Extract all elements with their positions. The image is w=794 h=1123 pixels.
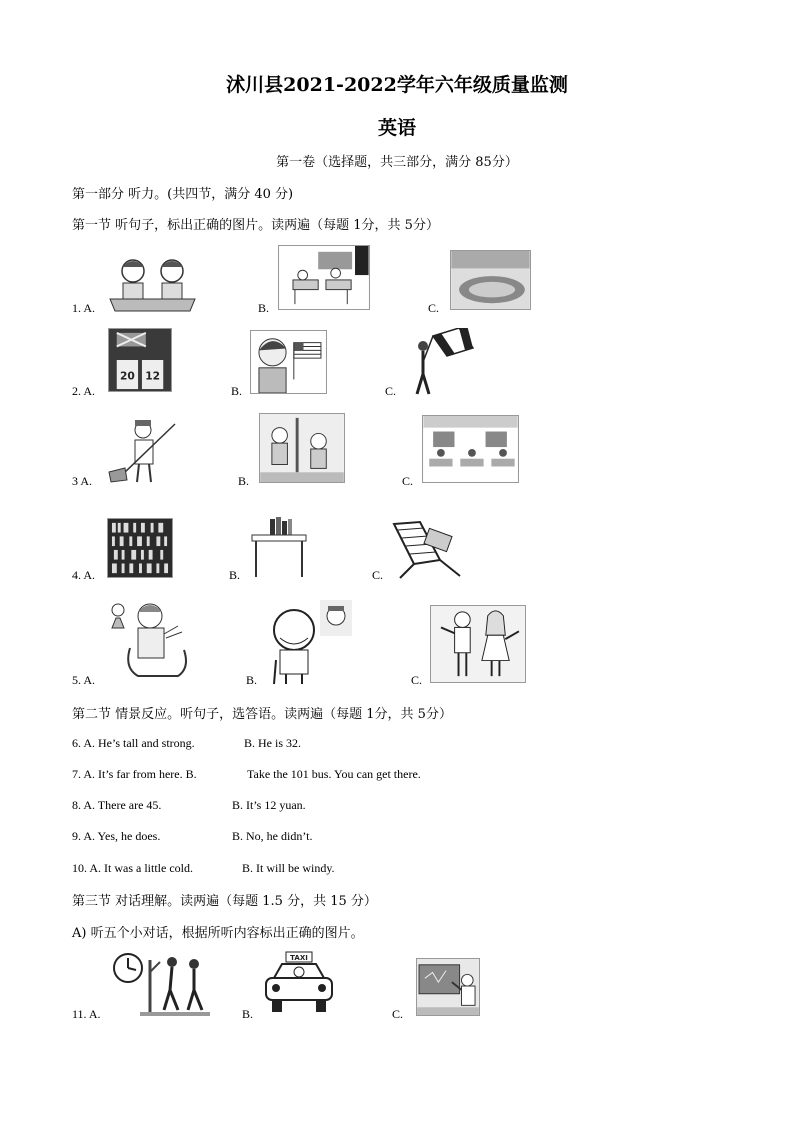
q2-picture-c[interactable]	[403, 328, 475, 396]
exam-subject: 英语	[377, 117, 416, 139]
worker-sweeping-icon	[105, 418, 180, 484]
part1-heading: 第一部分 听力。(共四节，满分 40 分)	[72, 187, 294, 202]
q4-label-b: B.	[229, 568, 241, 582]
q2-label-a: 2. A.	[72, 384, 96, 398]
q1-picture-b[interactable]	[278, 245, 370, 310]
q8-option-a[interactable]: 8. A. There are 45.	[72, 798, 162, 812]
busy-classroom-icon	[423, 416, 518, 482]
q9-option-b[interactable]: B. No, he didn’t.	[232, 829, 313, 843]
sports-field-icon	[451, 251, 530, 309]
two-kids-eating-icon	[105, 255, 200, 312]
q9-option-a[interactable]: 9. A. Yes, he does.	[72, 829, 161, 843]
q4-label-c: C.	[372, 568, 384, 582]
taxi-icon	[262, 950, 336, 1016]
books-on-table-icon	[250, 515, 308, 579]
section2-heading: 第二节 情景反应。听句子，选答语。读两遍（每题 1分，共 5分）	[72, 707, 452, 722]
q3-label-b: B.	[238, 474, 250, 488]
man-with-canada-flag-icon	[403, 328, 475, 396]
q3-label-a: 3 A.	[72, 474, 93, 488]
section3a-instruction: A) 听五个小对话，根据所听内容标出正确的图片。	[72, 926, 364, 941]
football-fans-flag-icon	[109, 329, 171, 391]
q6-option-a[interactable]: 6. A. He’s tall and strong.	[72, 736, 195, 750]
bookshelf-icon	[108, 519, 172, 577]
q11-picture-c[interactable]	[416, 958, 480, 1016]
grandpa-and-nurse-icon	[266, 600, 356, 686]
taxi-sign-text: TAXI	[290, 954, 308, 962]
q1-picture-c[interactable]	[450, 250, 531, 310]
q2-label-b: B.	[231, 384, 243, 398]
section3-heading: 第三节 对话理解。读两遍（每题 1.5 分，共 15 分）	[72, 894, 377, 909]
clock-and-runners-icon	[110, 950, 212, 1016]
q11-label-a: 11. A.	[72, 1007, 101, 1021]
teacher-at-blackboard-icon	[417, 959, 479, 1015]
boy-with-usa-flag-icon	[251, 331, 326, 393]
q3-picture-b[interactable]	[259, 413, 345, 483]
q5-picture-c[interactable]	[430, 605, 526, 683]
jersey-number-20: 20	[120, 369, 135, 383]
q5-label-b: B.	[246, 673, 258, 687]
q4-picture-b[interactable]	[250, 515, 308, 579]
q5-picture-a[interactable]	[104, 598, 192, 682]
q7-option-b[interactable]: Take the 101 bus. You can get there.	[247, 767, 421, 781]
q11-label-b: B.	[242, 1007, 254, 1021]
q4-label-a: 4. A.	[72, 568, 96, 582]
q2-label-c: C.	[385, 384, 397, 398]
q2-picture-b[interactable]	[250, 330, 327, 394]
section1-heading: 第一节 听句子，标出正确的图片。读两遍（每题 1分，共 5分）	[72, 218, 439, 233]
deck-chair-with-book-icon	[390, 520, 465, 580]
kids-planting-tree-icon	[260, 414, 344, 482]
grandma-knitting-girl-icon	[104, 598, 192, 682]
q11-picture-a[interactable]	[110, 950, 212, 1016]
q3-picture-c[interactable]	[422, 415, 519, 483]
q2-picture-a[interactable]	[108, 328, 172, 392]
classroom-icon	[279, 246, 369, 309]
q11-label-c: C.	[392, 1007, 404, 1021]
q4-picture-a[interactable]	[107, 518, 173, 578]
q8-option-b[interactable]: B. It’s 12 yuan.	[232, 798, 306, 812]
q1-label-b: B.	[258, 301, 270, 315]
q5-picture-b[interactable]	[266, 600, 356, 686]
q1-label-a: 1. A.	[72, 301, 96, 315]
q1-label-c: C.	[428, 301, 440, 315]
q1-picture-a[interactable]	[105, 255, 200, 312]
man-and-woman-waving-icon	[431, 606, 525, 682]
exam-title: 沭川县2021-2022学年六年级质量监测	[226, 74, 568, 96]
jersey-number-12: 12	[145, 369, 160, 383]
q6-option-b[interactable]: B. He is 32.	[244, 736, 301, 750]
volume-info: 第一卷（选择题，共三部分，满分 85分）	[276, 155, 518, 170]
q5-label-a: 5. A.	[72, 673, 96, 687]
q11-picture-b[interactable]	[262, 950, 336, 1016]
q3-label-c: C.	[402, 474, 414, 488]
q4-picture-c[interactable]	[390, 520, 465, 580]
q10-option-b[interactable]: B. It will be windy.	[242, 861, 335, 875]
q10-option-a[interactable]: 10. A. It was a little cold.	[72, 861, 193, 875]
q5-label-c: C.	[411, 673, 423, 687]
q3-picture-a[interactable]	[105, 418, 180, 484]
q7-option-a[interactable]: 7. A. It’s far from here. B.	[72, 767, 197, 781]
